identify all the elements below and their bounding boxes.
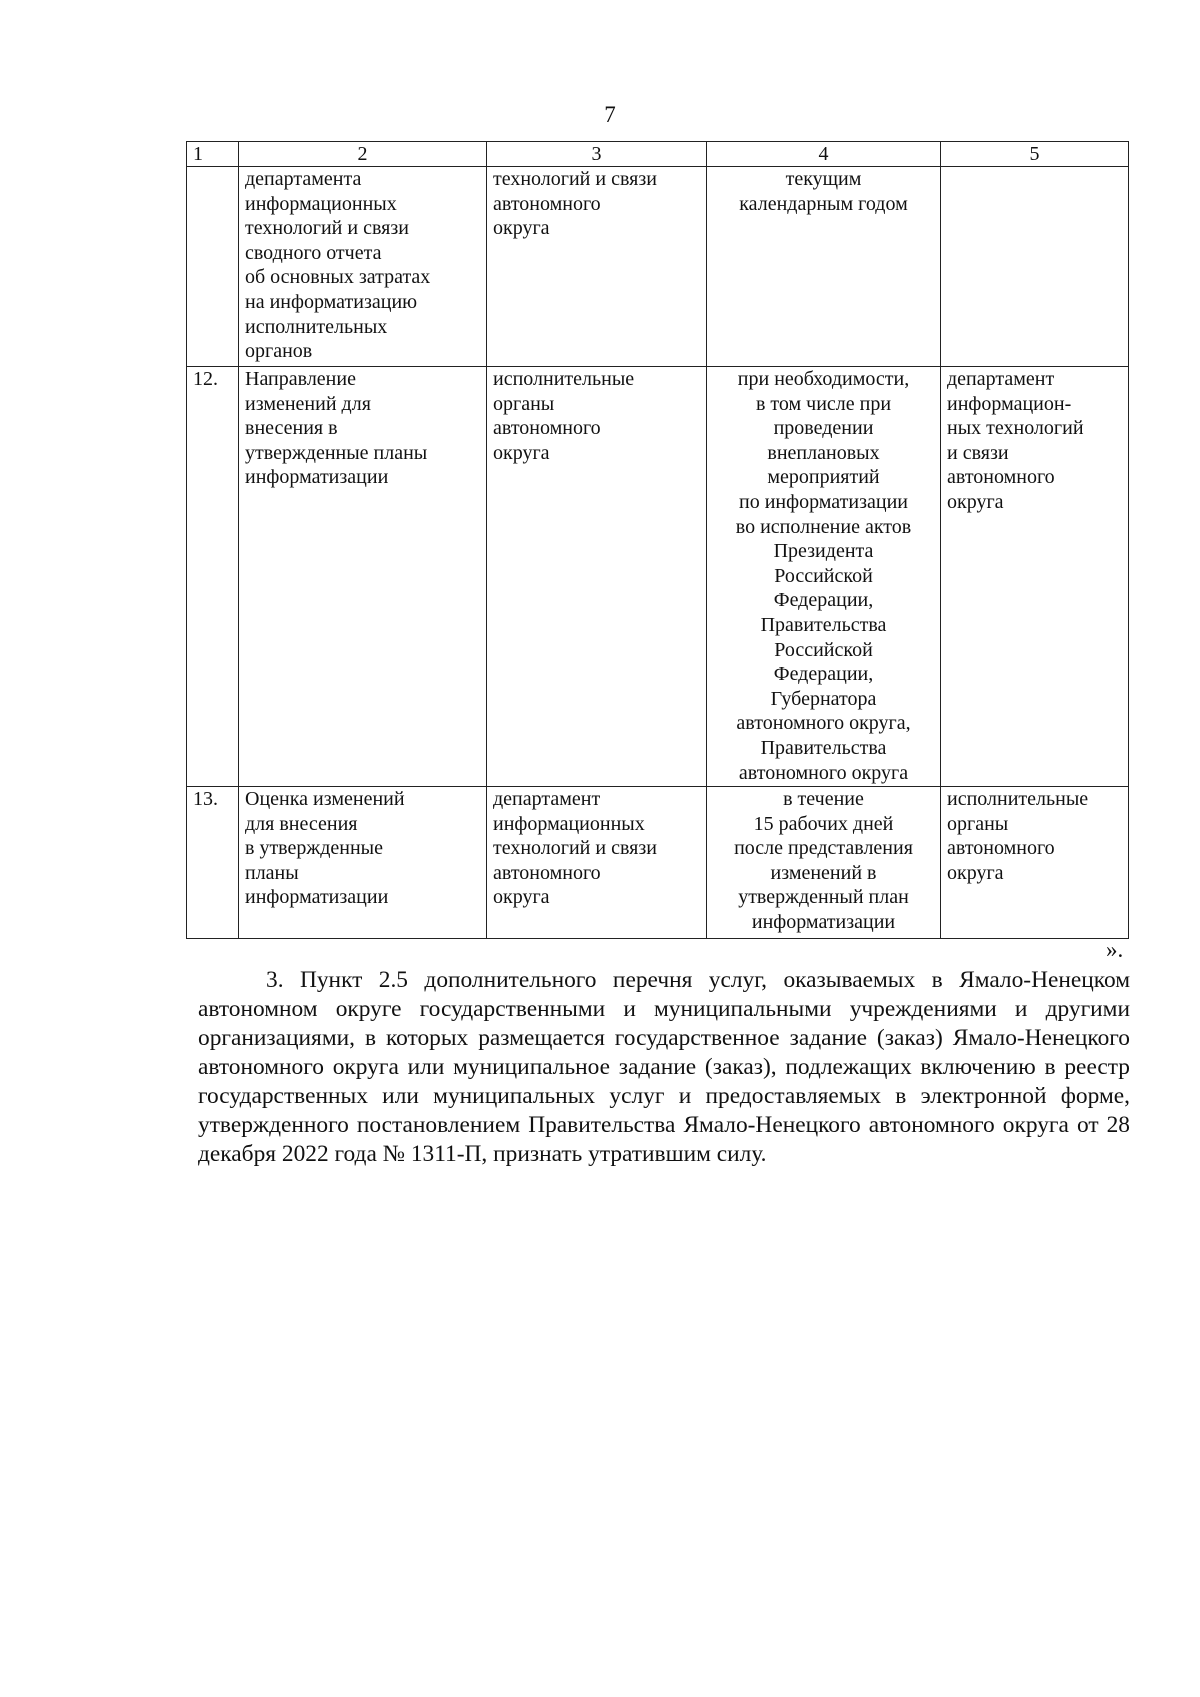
cell-responsible: исполнительные органы автономного округа [487,367,707,787]
column-header: 4 [707,142,941,167]
cell-responsible: технологий и связи автономного округа [487,167,707,367]
table-header-row [187,142,1129,167]
table-row [187,787,1129,939]
cell-action: департамента информационных технологий и связи сводного отчета об основных затратах на информатизацию исполнительных органов [239,167,487,367]
column-header: 5 [941,142,1129,167]
schedule-table [186,141,1129,939]
closing-quote: ». [1106,937,1124,962]
column-header: 1 [187,142,239,167]
cell-deadline: при необходимости, в том числе при проведении внеплановых мероприятий по информатизации во исполнение актов Президента Российской Федерации, Правительства Российской Федерации, Губернатора автономного округа, Правительства автономного округа [707,367,941,787]
cell-recipient: исполнительные органы автономного округа [941,787,1129,939]
table-row [187,367,1129,787]
row-number: 12. [187,367,239,787]
table-row [187,167,1129,367]
cell-deadline: текущим календарным годом [707,167,941,367]
cell-recipient: департамент информацион- ных технологий и связи автономного округа [941,367,1129,787]
cell-deadline: в течение 15 рабочих дней после представления изменений в утвержденный план информатизации [707,787,941,939]
row-number [187,167,239,367]
page-number: 7 [604,102,616,127]
row-number: 13. [187,787,239,939]
cell-responsible: департамент информационных технологий и связи автономного округа [487,787,707,939]
column-header: 2 [239,142,487,167]
cell-action: Направление изменений для внесения в утвержденные планы информатизации [239,367,487,787]
body-paragraph: 3. Пункт 2.5 дополнительного перечня услуг, оказываемых в Ямало-Ненецком автономном округе государственными и муниципальными учреждениями и другими организациями, в которых размещается государственное задание (заказ) Ямало-Ненецкого автономного округа или муниципальное задание (заказ), подлежащих включению в реестр государственных или муниципальных услуг и предоставляемых в электронной форме, утвержденного постановлением Правительства Ямало-Ненецкого автономного округа от 28 декабря 2022 года № 1311-П, признать утратившим силу. [198,967,1130,1167]
cell-recipient [941,167,1129,367]
cell-action: Оценка изменений для внесения в утвержденные планы информатизации [239,787,487,939]
column-header: 3 [487,142,707,167]
